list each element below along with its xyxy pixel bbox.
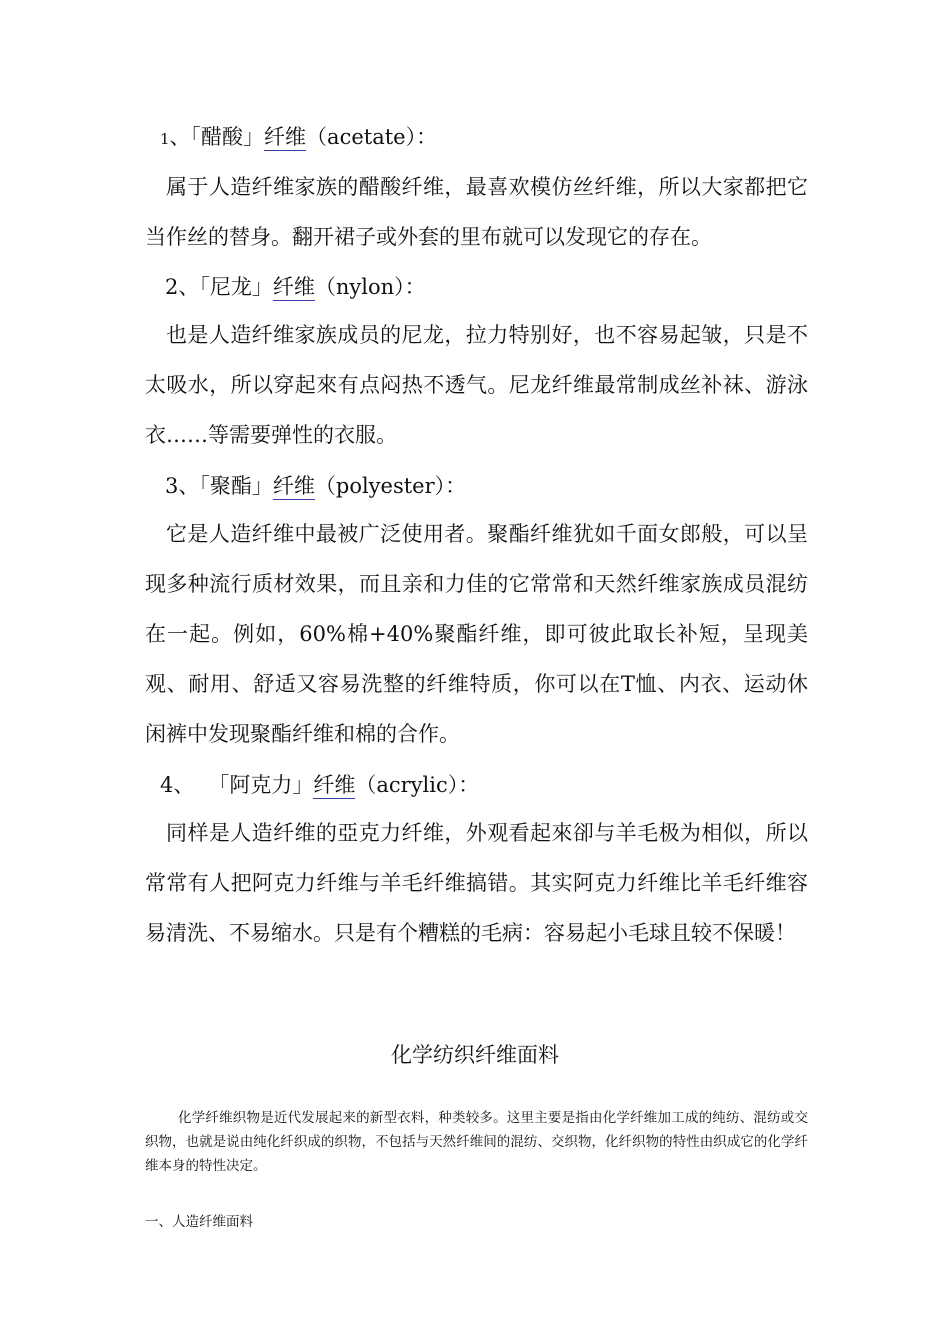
section-3-number: 3 [165,474,179,498]
article-title: 化学纺织纤维面料 [391,1043,559,1067]
section-4-separator: 、 [173,773,195,797]
section-1-body: 属于人造纤维家族的醋酸纤维，最喜欢模仿丝纤维，所以大家都把它当作丝的替身。翻开裙子或外套的里布就可以发现它的存在。 [145,175,808,249]
section-2-name: 「尼龙」 [199,275,273,299]
section-4-name: 「阿克力」 [208,773,314,797]
section-3-separator: 、 [178,474,200,498]
section-4-english: （acrylic）： [355,773,480,797]
section-3-english: （polyester）： [314,474,467,498]
section-3-heading [165,471,466,501]
section-2-heading [165,272,426,302]
section-2-number: 2 [165,275,179,299]
section-2-body: 也是人造纤维家族成员的尼龙，拉力特别好，也不容易起皱，只是不太吸水，所以穿起來有点闷热不透气。尼龙纤维最常制成丝补袜、游泳衣……等需要弹性的衣服。 [145,323,808,447]
section-1-separator: 、 [169,125,191,149]
section-1-english: （acetate）： [306,125,438,149]
section-2-english: （nylon）： [314,275,426,299]
section-1-heading [160,122,437,154]
intro-paragraph: 化学纤维织物是近代发展起来的新型衣料，种类较多。这里主要是指由化学纤维加工成的纯纺、混纺或交织物，也就是说由纯化纤织成的织物，不包括与天然纤维间的混纺、交织物，化纤织物的特性由织成它的化学纤维本身的特性决定。 [145,1110,808,1174]
subheading-man-made-fiber: 一、人造纤维面料 [145,1214,253,1230]
section-2-separator: 、 [178,275,200,299]
section-3-fiber-link[interactable]: 纤维 [272,474,315,498]
section-4-number: 4 [160,773,174,797]
section-1-number: 1 [160,130,170,148]
section-3-name: 「聚酯」 [199,474,273,498]
section-1-name: 「醋酸」 [190,125,265,149]
section-2-fiber-link[interactable]: 纤维 [272,275,315,299]
section-4-fiber-link[interactable]: 纤维 [313,773,356,797]
section-4-heading [160,770,479,800]
section-3-body: 它是人造纤维中最被广泛使用者。聚酯纤维犹如千面女郎般，可以呈现多种流行质材效果，而且亲和力佳的它常常和天然纤维家族成员混纺在一起。例如，60%棉+40%聚酯纤维，即可彼此取长补短，呈现美观、耐用、舒适又容易洗整的纤维特质，你可以在T恤、内衣、运动休闲裤中发现聚酯纤维和棉的合作。 [145,522,808,746]
section-1-fiber-link[interactable]: 纤维 [264,125,307,149]
section-4-body: 同样是人造纤维的亞克力纤维，外观看起來卻与羊毛极为相似，所以常常有人把阿克力纤维与羊毛纤维搞错。其实阿克力纤维比羊毛纤维容易清洗、不易缩水。只是有个糟糕的毛病：容易起小毛球且较不保暖！ [145,821,808,945]
